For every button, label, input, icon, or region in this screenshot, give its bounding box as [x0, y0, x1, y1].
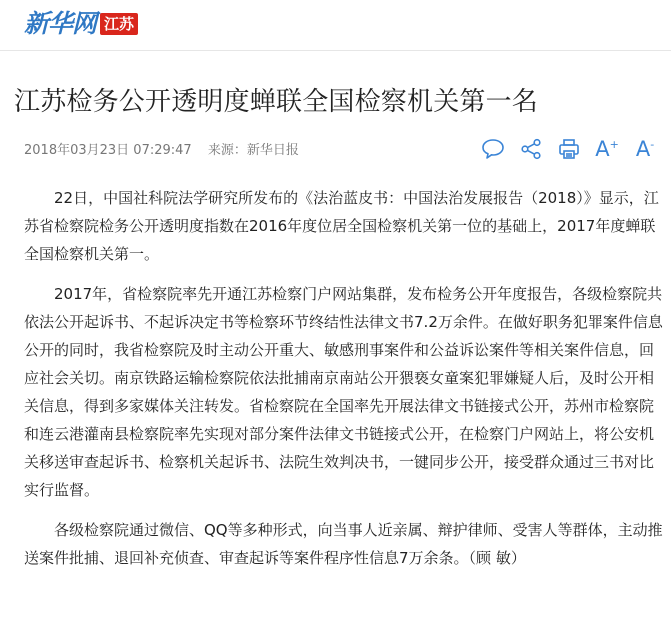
article-paragraph: 各级检察院通过微信、QQ等多种形式，向当事人近亲属、辩护律师、受害人等群体，主动推送案件批捕、退回补充侦查、审查起诉等案件程序性信息7万余条。（顾 敏） — [24, 521, 663, 567]
comment-icon — [481, 138, 505, 160]
share-button[interactable] — [512, 134, 550, 164]
site-header — [0, 0, 671, 51]
article-paragraph: 22日，中国社科院法学研究所发布的《法治蓝皮书：中国法治发展报告（2018）》显示，江苏省检察院检务公开透明度指数在2016年度位居全国检察机关第一位的基础上，2017年度蝉联全国检察机关第一。 — [24, 189, 659, 263]
comment-button[interactable] — [474, 134, 512, 164]
print-button[interactable] — [550, 134, 588, 164]
font-decrease-sign: - — [650, 138, 655, 151]
font-increase-button[interactable] — [588, 134, 626, 164]
font-increase-letter: A — [595, 137, 610, 161]
region-badge: 江苏 — [100, 13, 138, 35]
share-icon — [520, 138, 542, 160]
article-title: 江苏检务公开透明度蝉联全国检察机关第一名 — [14, 87, 539, 117]
publish-datetime: 2018年03月23日 07:29:47 — [24, 143, 192, 158]
article-paragraph: 2017年，省检察院率先开通江苏检察门户网站集群，发布检务公开年度报告，各级检察院共依法公开起诉书、不起诉决定书等检察环节终结性法律文书7.2万余件。在做好职务犯罪案件信息公开的同时，我省检察院及时主动公开重大、敏感刑事案件和公益诉讼案件等相关案件信息，回应社会关切。南京铁路运输检察院依法批捕南京南站公开猥亵女童案犯罪嫌疑人后，及时公开相关信息，得到多家媒体关注转发。省检察院在全国率先开展法律文书链接式公开，苏州市检察院和连云港灌南县检察院率先实现对部分案件法律文书链接式公开，在检察门户网站上，将公安机关移送审查起诉书、检察机关起诉书、法院生效判决书，一键同步公开，接受群众通过三书对比实行监督。 — [24, 285, 663, 499]
logo-text: 新华网 — [24, 9, 97, 38]
article-toolbar — [474, 134, 664, 164]
font-decrease-button[interactable] — [626, 134, 664, 164]
article-meta — [24, 141, 299, 161]
source-label: 来源： — [207, 143, 247, 158]
site-logo[interactable] — [24, 9, 138, 39]
print-icon — [558, 138, 580, 160]
source-name: 新华日报 — [246, 143, 299, 158]
font-decrease-icon — [636, 138, 654, 160]
font-increase-sign: + — [609, 138, 619, 151]
font-decrease-letter: A — [635, 137, 651, 161]
font-increase-icon — [595, 138, 619, 160]
article-body — [24, 184, 664, 584]
